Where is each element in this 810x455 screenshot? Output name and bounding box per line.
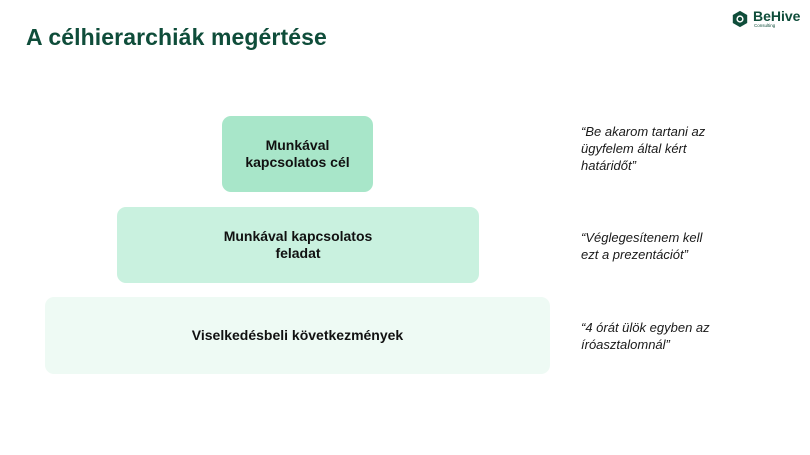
slide-title: A célhierarchiák megértése [26, 24, 327, 50]
pyramid-level-label: Munkával kapcsolatos cél [245, 136, 350, 170]
pyramid-level-behavior [45, 297, 550, 374]
logo-subtitle: Consulting [754, 23, 776, 29]
quote-task: “Véglegesítenem kell ezt a prezentációt” [581, 230, 703, 262]
quote-behavior: “4 órát ülök egyben az íróasztalomnál” [581, 320, 710, 352]
hexagon-logo-icon [731, 10, 749, 28]
pyramid-level-task [117, 207, 479, 283]
pyramid-level-goal [222, 116, 373, 192]
pyramid-level-label: Munkával kapcsolatos feladat [223, 227, 373, 261]
behive-logo [731, 8, 800, 30]
quote-goal: “Be akarom tartani az ügyfelem által kért határidőt” [581, 124, 706, 173]
logo-name: BeHive [753, 8, 801, 25]
pyramid-level-label: Viselkedésbeli következmények [191, 326, 404, 343]
